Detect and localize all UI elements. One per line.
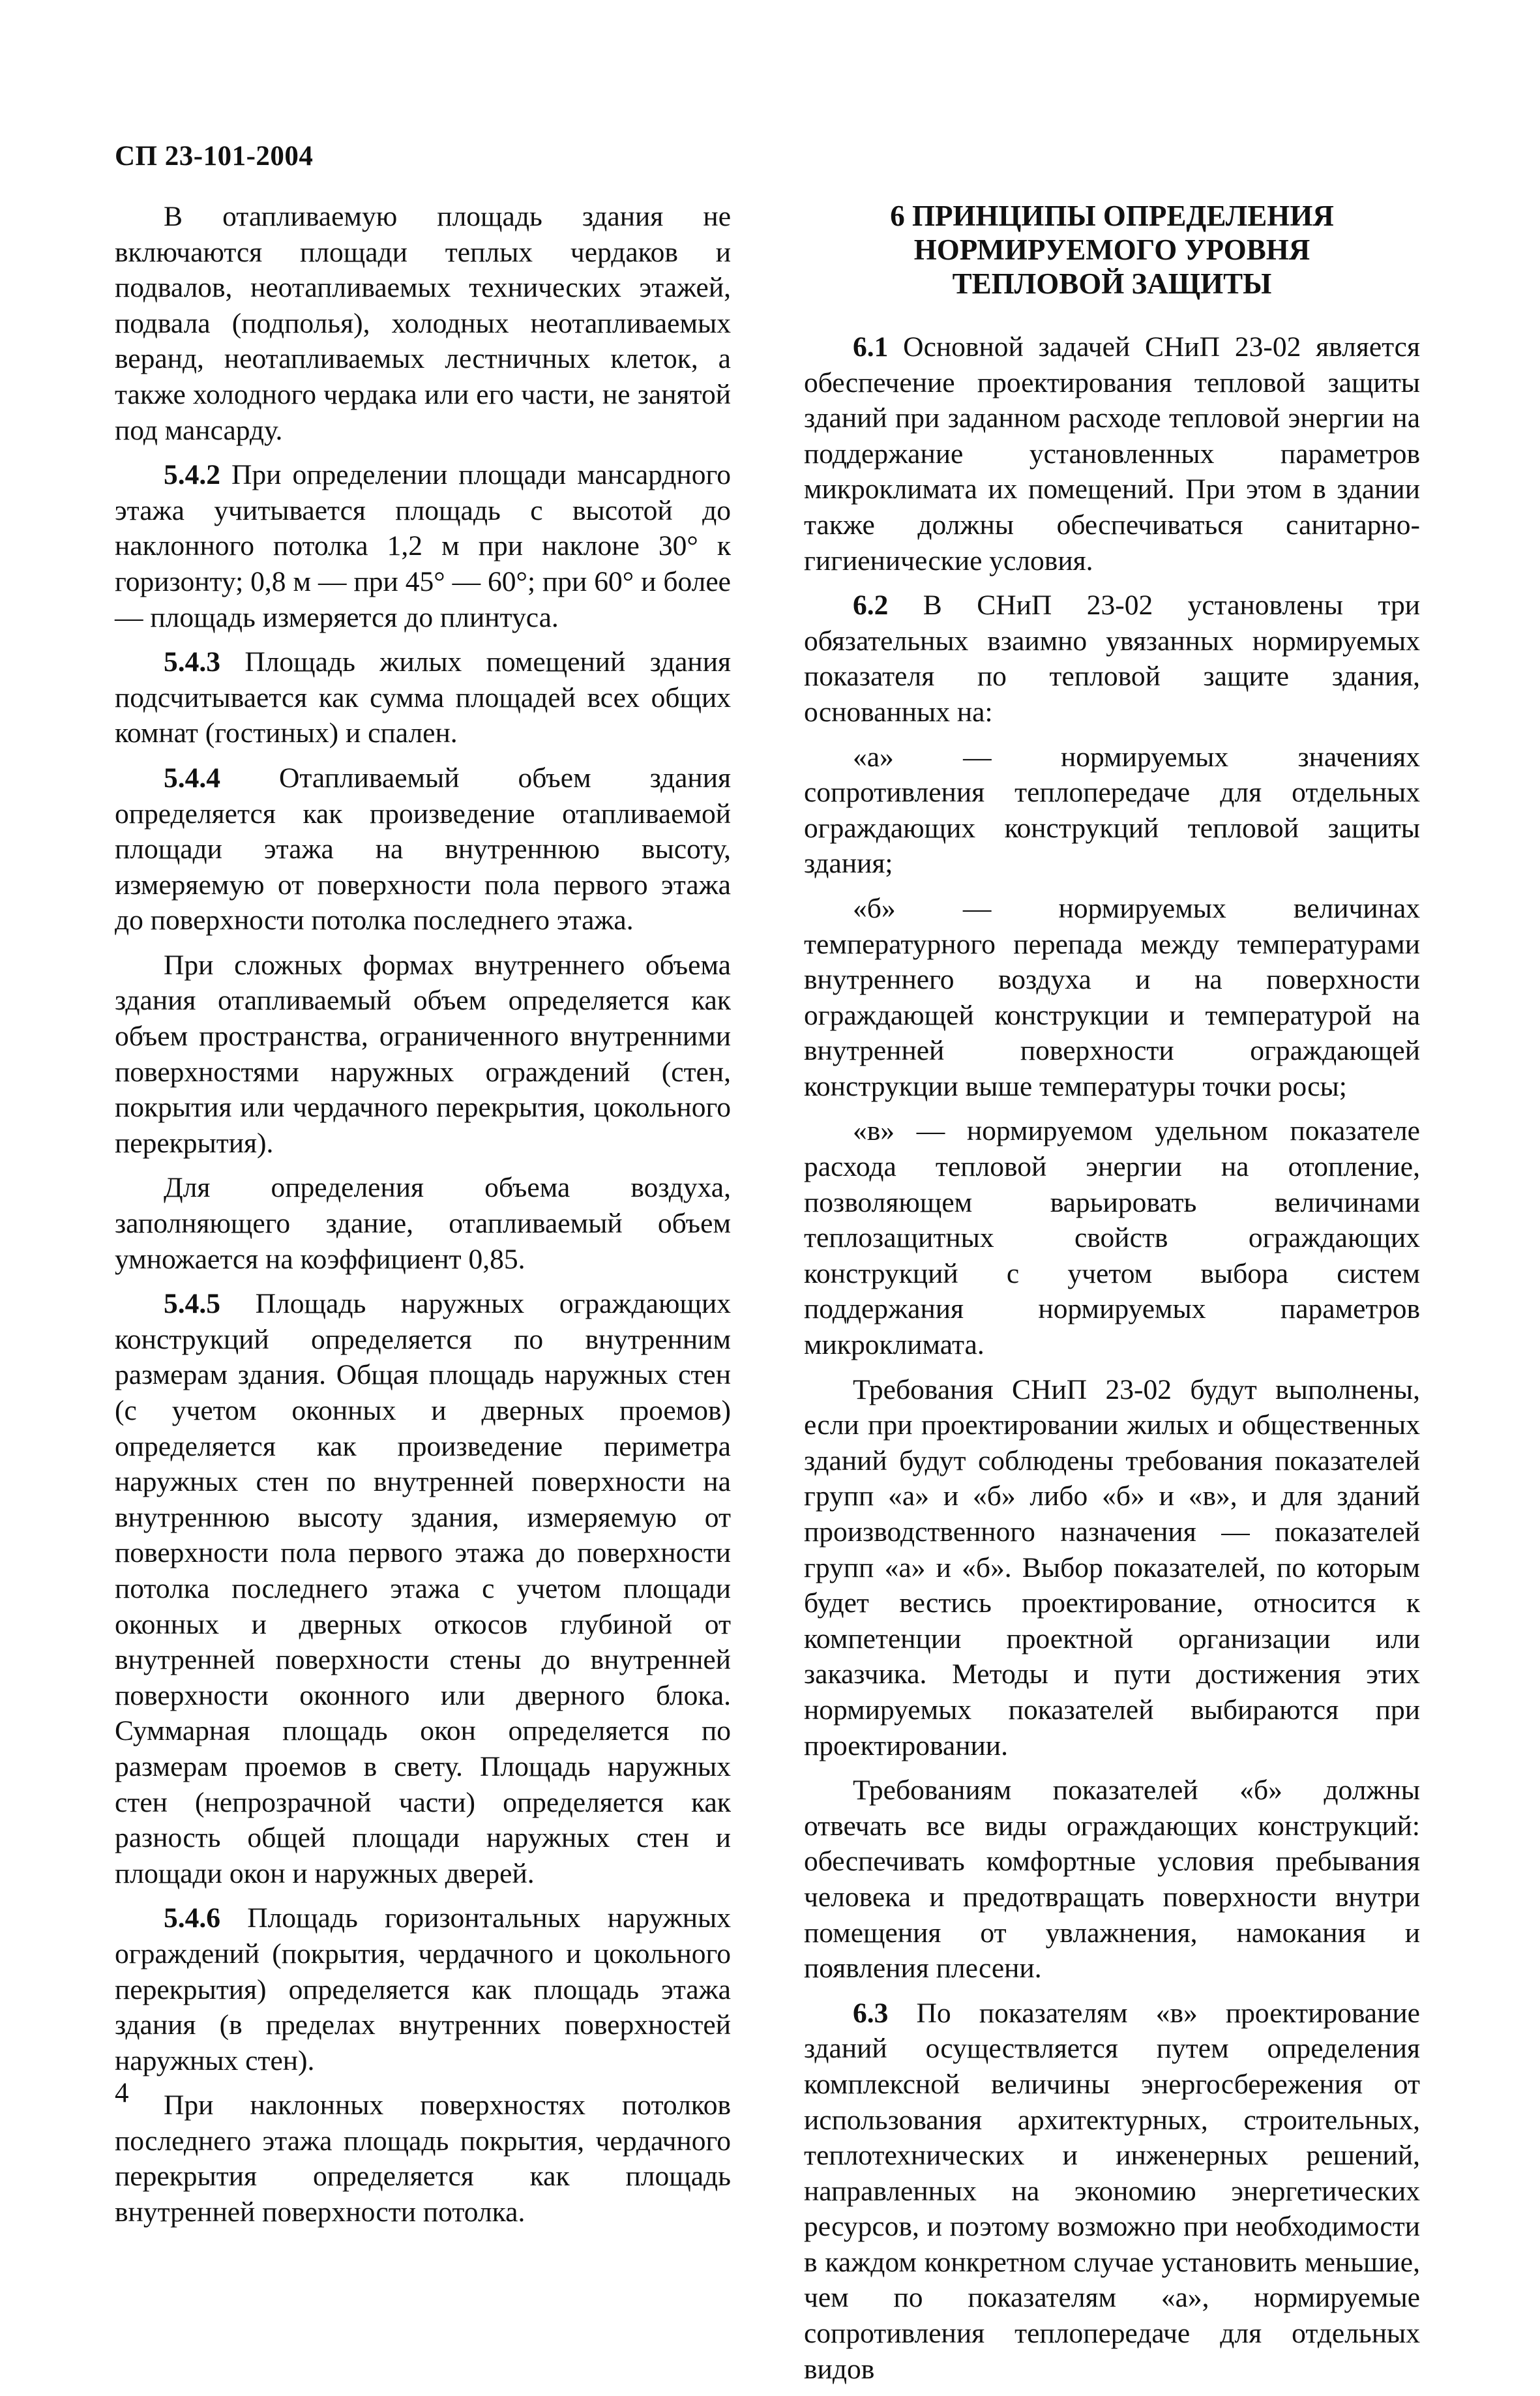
paragraph: «в» — нормируемом удельном показателе расхода тепловой энергии на отопление, позволяющем варьировать величинами теплозащитных свойств ограждающих конструкций с учетом выбора систем поддержания нормируемых параметров микроклимата. [804,1115,1420,1361]
paragraph: В отапливаемую площадь здания не включаются площади теплых чердаков и подвалов, неотапливаемых технических этажей, подвала (подполья), холодных неотапливаемых веранд, неотапливаемых лестничных клеток, а также холодного чердака или его части, не занятой под мансарду. [115,201,731,446]
paragraph: Требования СНиП 23-02 будут выполнены, если при проектировании жилых и общественных зданий будут соблюдены требования показателей групп «а» и «б» либо «б» и «в», и для зданий производственного назначения — показателей групп «а» и «б». Выбор показателей, по которым будет вестись проектирование, относится к компетенции проектной организации или заказчика. Методы и пути достижения этих нормируемых показателей выбираются при проектировании. [804,1373,1420,1761]
paragraph: 5.4.2 При определении площади мансардного этажа учитывается площадь с высотой до наклонного потолка 1,2 м при наклоне 30° к горизонту; 0,8 м — при 45° — 60°; при 60° и более — площадь измеряется до плинтуса. [115,459,731,633]
paragraph: 5.4.5 Площадь наружных ограждающих конструкций определяется по внутренним размерам здания. Общая площадь наружных стен (с учетом оконных и дверных проемов) определяется как произведение периметра наружных стен по внутренней поверхности на внутреннюю высоту здания, измеряемую от поверхности пола первого этажа до поверхности потолка последнего этажа с учетом площади оконных и дверных откосов глубиной от внутренней поверхности стены до внутренней поверхности оконного или дверного блока. Суммарная площадь окон определяется по размерам проемов в свету. Площадь наружных стен (непрозрачной части) определяется как разность общей площади наружных стен и площади окон и наружных дверей. [115,1288,731,1889]
paragraph: 5.4.6 Площадь горизонтальных наружных ограждений (покрытия, чердачного и цокольного перекрытия) определяется как площадь этажа здания (в пределах внутренних поверхностей наружных стен). [115,1902,731,2076]
document-code-header: СП 23-101-2004 [115,141,314,172]
page-number: 4 [115,2078,129,2108]
right-column [804,199,1420,2396]
paragraph: 5.4.3 Площадь жилых помещений здания подсчитывается как сумма площадей всех общих комнат (гостиных) и спален. [115,646,731,749]
paragraph: При наклонных поверхностях потолков последнего этажа площадь покрытия, чердачного перекрытия определяется как площадь внутренней поверхности потолка. [115,2089,731,2228]
paragraph: 6.2 В СНиП 23-02 установлены три обязательных взаимно увязанных нормируемых показателя по тепловой защите здания, основанных на: [804,590,1420,728]
paragraph: При сложных формах внутреннего объема здания отапливаемый объем определяется как объем пространства, ограниченного внутренними поверхностями наружных ограждений (стен, покрытия или чердачного перекрытия, цокольного перекрытия). [115,949,731,1159]
paragraph: 6.1 Основной задачей СНиП 23-02 является обеспечение проектирования тепловой защиты зданий при заданном расходе тепловой энергии на поддержание установленных параметров микроклимата их помещений. При этом в здании также должны обеспечиваться санитарно-гигиенические условия. [804,331,1420,577]
section-title [804,199,1420,301]
section-title-line: ТЕПЛОВОЙ ЗАЩИТЫ [952,267,1272,300]
paragraph: «б» — нормируемых величинах температурного перепада между температурами внутреннего воздуха и на поверхности ограждающей конструкции и температурой на внутренней поверхности ограждающей конструкции выше температуры точки росы; [804,892,1420,1102]
paragraph: 5.4.4 Отапливаемый объем здания определяется как произведение отапливаемой площади этажа на внутреннюю высоту, измеряемую от поверхности пола первого этажа до поверхности потолка последнего этажа. [115,762,731,936]
paragraph: Для определения объема воздуха, заполняющего здание, отапливаемый объем умножается на коэффициент 0,85. [115,1172,731,1275]
section-title-line: 6 ПРИНЦИПЫ ОПРЕДЕЛЕНИЯ [890,200,1334,232]
left-column [115,199,731,2239]
paragraph: Требованиям показателей «б» должны отвечать все виды ограждающих конструкций: обеспечивать комфортные условия пребывания человека и предотвращать поверхности внутри помещения от увлажнения, намокания и появления плесени. [804,1775,1420,1984]
section-title-line: НОРМИРУЕМОГО УРОВНЯ [913,233,1310,266]
paragraph: «а» — нормируемых значениях сопротивления теплопередаче для отдельных ограждающих конструкций тепловой защиты здания; [804,741,1420,880]
paragraph: 6.3 По показателям «в» проектирование зданий осуществляется путем определения комплексной величины энергосбережения от использования архитектурных, строительных, теплотехнических и инженерных решений, направленных на экономию энергетических ресурсов, и поэтому возможно при необходимости в каждом конкретном случае установить меньшие, чем по показателям «а», нормируемые сопротивления теплопередаче для отдельных видов [804,1997,1420,2385]
